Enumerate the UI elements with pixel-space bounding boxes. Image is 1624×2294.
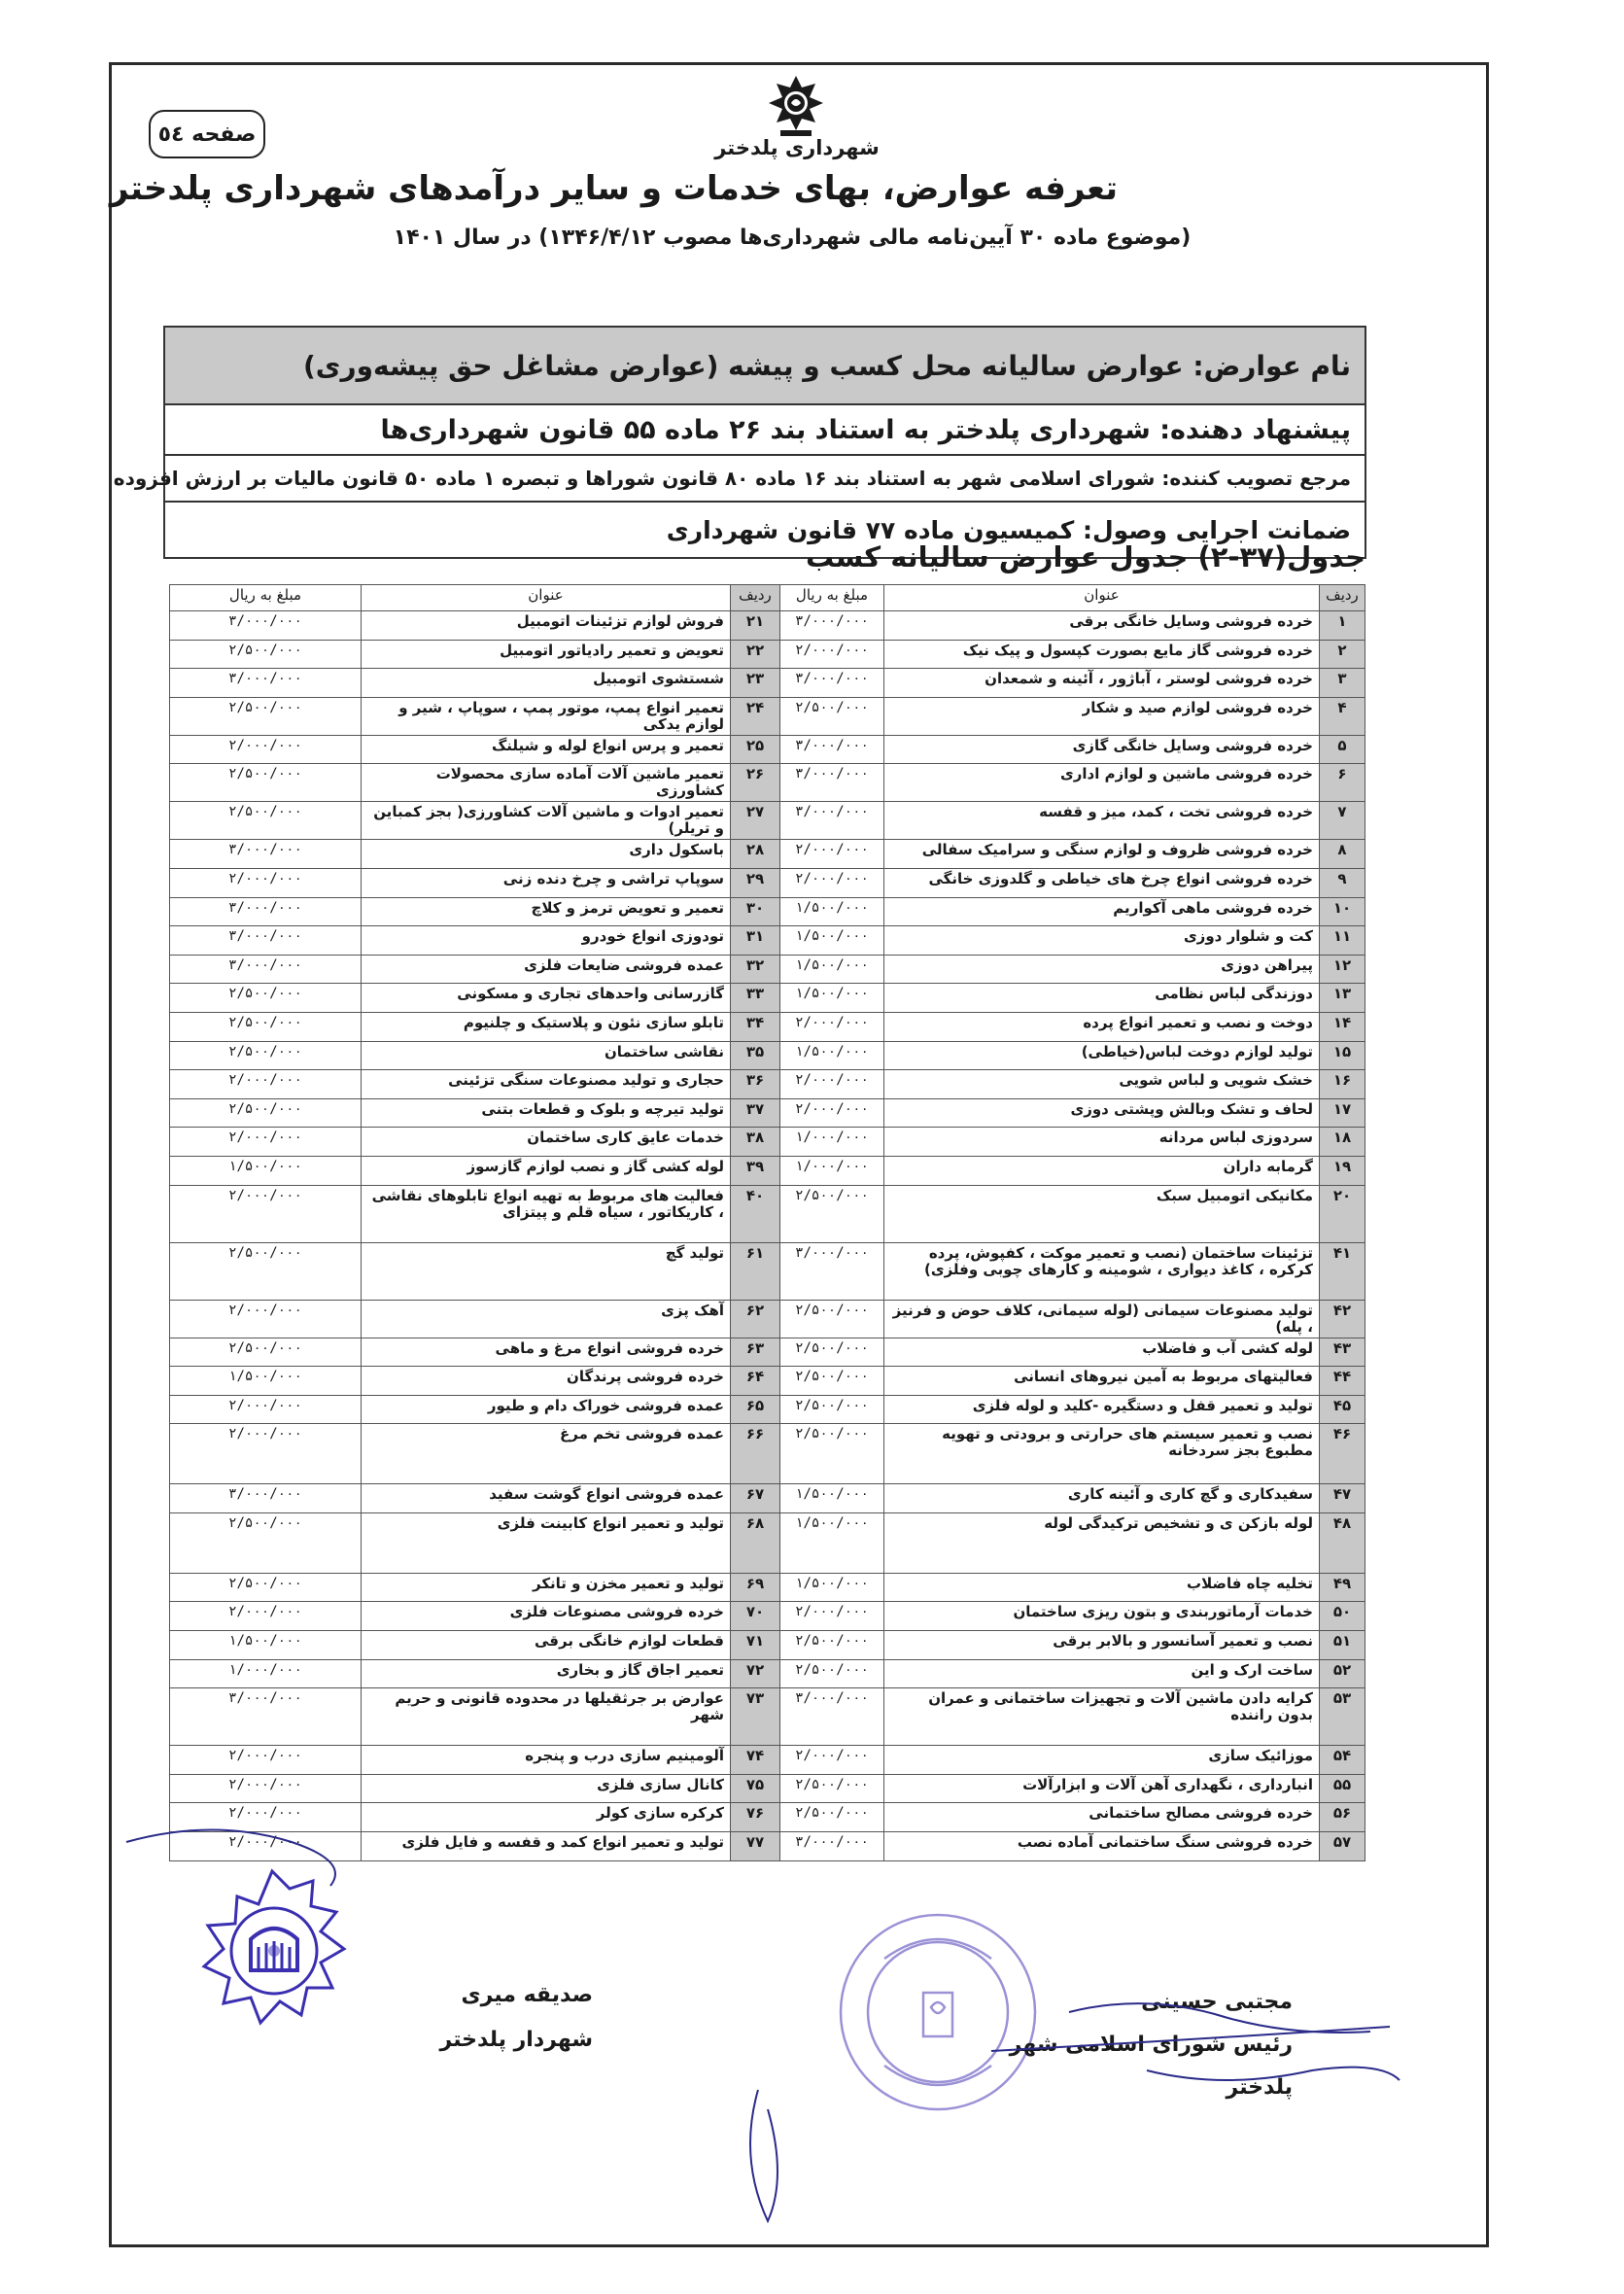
row-title: ساخت ارک و این bbox=[884, 1659, 1320, 1688]
row-amount: ۲/۵۰۰/۰۰۰ bbox=[780, 1659, 884, 1688]
row-title: تعمیر ادوات و ماشین آلات کشاورزی( بجز کمباین و تریلر) bbox=[362, 802, 731, 840]
row-title: لحاف و تشک وبالش وپشتی دوزی bbox=[884, 1098, 1320, 1128]
row-number: ۳۶ bbox=[731, 1070, 780, 1099]
row-title: خرده فروشی لوازم صید و شکار bbox=[884, 697, 1320, 735]
table-title: جدول(۳۷-۲) جدول عوارض سالیانه کسب bbox=[806, 540, 1365, 574]
table-row bbox=[170, 868, 1365, 897]
row-title: تودوزی انواع خودرو bbox=[362, 926, 731, 956]
row-number: ۷۷ bbox=[731, 1832, 780, 1861]
row-number: ۷۰ bbox=[731, 1602, 780, 1631]
row-title: تولید گچ bbox=[362, 1242, 731, 1300]
row-amount: ۲/۰۰۰/۰۰۰ bbox=[170, 1832, 362, 1861]
table-row bbox=[170, 1395, 1365, 1424]
row-number: ۲۰ bbox=[1320, 1185, 1365, 1242]
row-title: سردوزی لباس مردانه bbox=[884, 1128, 1320, 1157]
row-number: ۶۴ bbox=[731, 1367, 780, 1396]
table-row bbox=[170, 1367, 1365, 1396]
row-number: ۷۳ bbox=[731, 1688, 780, 1746]
row-number: ۲۶ bbox=[731, 764, 780, 802]
row-title: نصب و تعمیر سیستم های حرارتی و برودتی و تهویه مطبوع بجز سردخانه bbox=[884, 1424, 1320, 1484]
row-number: ۷۶ bbox=[731, 1803, 780, 1832]
row-number: ۱۹ bbox=[1320, 1156, 1365, 1185]
row-title: خرده فروشی گاز مایع بصورت کپسول و پیک نیک bbox=[884, 640, 1320, 669]
row-amount: ۱/۵۰۰/۰۰۰ bbox=[170, 1631, 362, 1660]
table-row bbox=[170, 1832, 1365, 1861]
row-title: فعالیت های مربوط به تهیه انواع تابلوهای نقاشی ، کاریکاتور ، سیاه قلم و پیتزای bbox=[362, 1185, 731, 1242]
table-row bbox=[170, 640, 1365, 669]
table-row bbox=[170, 1098, 1365, 1128]
row-title: خرده فروشی مصالح ساختمانی bbox=[884, 1803, 1320, 1832]
row-number: ۱۵ bbox=[1320, 1041, 1365, 1070]
row-number: ۲۹ bbox=[731, 868, 780, 897]
table-row bbox=[170, 735, 1365, 764]
header-amount: مبلغ به ریال bbox=[170, 585, 362, 611]
row-number: ۸ bbox=[1320, 840, 1365, 869]
table-row bbox=[170, 1424, 1365, 1484]
row-number: ۴۹ bbox=[1320, 1573, 1365, 1602]
row-number: ۶۹ bbox=[731, 1573, 780, 1602]
row-amount: ۳/۰۰۰/۰۰۰ bbox=[780, 802, 884, 840]
row-amount: ۲/۵۰۰/۰۰۰ bbox=[170, 1573, 362, 1602]
row-number: ۴۸ bbox=[1320, 1512, 1365, 1573]
org-name: شهرداری پلدختر bbox=[714, 136, 880, 159]
row-number: ۲۲ bbox=[731, 640, 780, 669]
row-title: عوارض بر جرثقیلها در محدوده قانونی و حریم شهر bbox=[362, 1688, 731, 1746]
row-amount: ۲/۰۰۰/۰۰۰ bbox=[780, 1098, 884, 1128]
row-title: تعویض و تعمیر رادیاتور اتومبیل bbox=[362, 640, 731, 669]
row-title: خرده فروشی انواع چرخ های خیاطی و گلدوزی خانگی bbox=[884, 868, 1320, 897]
row-title: سفیدکاری و گچ کاری و آئینه کاری bbox=[884, 1484, 1320, 1513]
row-title: دوزندگی لباس نظامی bbox=[884, 984, 1320, 1013]
table-row bbox=[170, 1746, 1365, 1775]
row-amount: ۱/۵۰۰/۰۰۰ bbox=[780, 1041, 884, 1070]
row-number: ۴۵ bbox=[1320, 1395, 1365, 1424]
row-number: ۴۳ bbox=[1320, 1338, 1365, 1367]
row-number: ۶۲ bbox=[731, 1300, 780, 1338]
row-number: ۵۵ bbox=[1320, 1774, 1365, 1803]
row-number: ۱۸ bbox=[1320, 1128, 1365, 1157]
row-amount: ۲/۵۰۰/۰۰۰ bbox=[170, 984, 362, 1013]
row-amount: ۲/۵۰۰/۰۰۰ bbox=[170, 1098, 362, 1128]
row-amount: ۲/۵۰۰/۰۰۰ bbox=[170, 764, 362, 802]
row-amount: ۲/۰۰۰/۰۰۰ bbox=[170, 1300, 362, 1338]
table-row bbox=[170, 1128, 1365, 1157]
fee-approver: مرجع تصویب کننده: شورای اسلامی شهر به استناد بند ۱۶ ماده ۸۰ قانون شوراها و تبصره ۱ ماده ۵۰ قانون مالیات بر ارزش افزوده bbox=[165, 456, 1365, 503]
row-number: ۶۵ bbox=[731, 1395, 780, 1424]
row-amount: ۳/۰۰۰/۰۰۰ bbox=[170, 1484, 362, 1513]
row-title: خرده فروشی سنگ ساختمانی آماده نصب bbox=[884, 1832, 1320, 1861]
fee-name: نام عوارض: عوارض سالیانه محل کسب و پیشه (عوارض مشاغل حق پیشه‌وری) bbox=[165, 328, 1365, 405]
row-amount: ۲/۵۰۰/۰۰۰ bbox=[170, 697, 362, 735]
row-amount: ۱/۵۰۰/۰۰۰ bbox=[780, 984, 884, 1013]
table-row bbox=[170, 1774, 1365, 1803]
row-amount: ۳/۰۰۰/۰۰۰ bbox=[780, 669, 884, 698]
row-title: نصب و تعمیر آسانسور و بالابر برقی bbox=[884, 1631, 1320, 1660]
header-title: عنوان bbox=[884, 585, 1320, 611]
table-row bbox=[170, 802, 1365, 840]
table-row bbox=[170, 611, 1365, 641]
page-number: صفحه ٥٤ bbox=[149, 110, 265, 158]
row-title: تولید و تعمیر مخزن و تانکر bbox=[362, 1573, 731, 1602]
row-amount: ۲/۵۰۰/۰۰۰ bbox=[780, 1774, 884, 1803]
row-title: کرکره سازی کولر bbox=[362, 1803, 731, 1832]
row-amount: ۲/۵۰۰/۰۰۰ bbox=[780, 1631, 884, 1660]
row-number: ۶۱ bbox=[731, 1242, 780, 1300]
row-title: سوپاپ تراشی و چرخ دنده زنی bbox=[362, 868, 731, 897]
row-amount: ۱/۰۰۰/۰۰۰ bbox=[170, 1659, 362, 1688]
row-amount: ۲/۵۰۰/۰۰۰ bbox=[780, 1395, 884, 1424]
row-title: کرایه دادن ماشین آلات و تجهیزات ساختمانی و عمران بدون راننده bbox=[884, 1688, 1320, 1746]
row-title: تخلیه چاه فاضلاب bbox=[884, 1573, 1320, 1602]
table-row bbox=[170, 1338, 1365, 1367]
row-title: عمده فروشی ضایعات فلزی bbox=[362, 955, 731, 984]
row-amount: ۲/۵۰۰/۰۰۰ bbox=[170, 640, 362, 669]
row-title: تعمیر انواع پمپ، موتور پمپ ، سوپاپ ، شیر و لوازم یدکی bbox=[362, 697, 731, 735]
row-amount: ۳/۰۰۰/۰۰۰ bbox=[170, 840, 362, 869]
row-title: آهک پزی bbox=[362, 1300, 731, 1338]
row-amount: ۱/۵۰۰/۰۰۰ bbox=[780, 1512, 884, 1573]
row-title: تزئینات ساختمان (نصب و تعمیر موکت ، کفپوش، پرده کرکره ، کاغذ دیواری ، شومینه و کارهای چوبی وفلزی) bbox=[884, 1242, 1320, 1300]
table-row bbox=[170, 1602, 1365, 1631]
row-amount: ۳/۰۰۰/۰۰۰ bbox=[170, 926, 362, 956]
row-amount: ۳/۰۰۰/۰۰۰ bbox=[170, 897, 362, 926]
row-amount: ۲/۰۰۰/۰۰۰ bbox=[780, 868, 884, 897]
row-amount: ۱/۵۰۰/۰۰۰ bbox=[780, 926, 884, 956]
row-amount: ۳/۰۰۰/۰۰۰ bbox=[170, 955, 362, 984]
mayor-name: صدیقه میری bbox=[461, 1983, 593, 2007]
header-row-number: ردیف bbox=[1320, 585, 1365, 611]
table-row bbox=[170, 897, 1365, 926]
row-number: ۷۴ bbox=[731, 1746, 780, 1775]
table-row bbox=[170, 955, 1365, 984]
row-number: ۳۹ bbox=[731, 1156, 780, 1185]
table-row bbox=[170, 984, 1365, 1013]
row-number: ۱۶ bbox=[1320, 1070, 1365, 1099]
row-number: ۱۱ bbox=[1320, 926, 1365, 956]
row-number: ۳۳ bbox=[731, 984, 780, 1013]
row-title: خدمات عایق کاری ساختمان bbox=[362, 1128, 731, 1157]
row-title: کانال سازی فلزی bbox=[362, 1774, 731, 1803]
row-title: خشک شویی و لباس شویی bbox=[884, 1070, 1320, 1099]
table-row bbox=[170, 1803, 1365, 1832]
fee-guarantee: ضمانت اجرایی وصول: کمیسیون ماده ۷۷ قانون شهرداری bbox=[666, 515, 1351, 544]
row-title: پیراهن دوزی bbox=[884, 955, 1320, 984]
row-number: ۷۱ bbox=[731, 1631, 780, 1660]
row-amount: ۲/۰۰۰/۰۰۰ bbox=[170, 735, 362, 764]
row-number: ۴۱ bbox=[1320, 1242, 1365, 1300]
row-title: عمده فروشی انواع گوشت سفید bbox=[362, 1484, 731, 1513]
row-number: ۵۶ bbox=[1320, 1803, 1365, 1832]
row-title: تعمیر ماشین آلات آماده سازی محصولات کشاورزی bbox=[362, 764, 731, 802]
row-number: ۱۴ bbox=[1320, 1012, 1365, 1041]
document-title: تعرفه عوارض، بهای خدمات و سایر درآمدهای شهرداری پلدختر bbox=[109, 169, 1118, 208]
row-amount: ۲/۵۰۰/۰۰۰ bbox=[170, 1512, 362, 1573]
tariff-table bbox=[169, 584, 1365, 1861]
row-title: باسکول داری bbox=[362, 840, 731, 869]
table-row bbox=[170, 1484, 1365, 1513]
row-amount: ۳/۰۰۰/۰۰۰ bbox=[780, 611, 884, 641]
row-number: ۶۸ bbox=[731, 1512, 780, 1573]
row-title: تعمیر و پرس انواع لوله و شیلنگ bbox=[362, 735, 731, 764]
row-amount: ۲/۰۰۰/۰۰۰ bbox=[170, 1395, 362, 1424]
row-number: ۵۳ bbox=[1320, 1688, 1365, 1746]
row-amount: ۲/۵۰۰/۰۰۰ bbox=[170, 1012, 362, 1041]
row-amount: ۲/۰۰۰/۰۰۰ bbox=[170, 1070, 362, 1099]
council-head-role: رئیس شورای اسلامی شهر پلدختر bbox=[1009, 2033, 1293, 2100]
table-row bbox=[170, 1300, 1365, 1338]
row-number: ۳۰ bbox=[731, 897, 780, 926]
row-number: ۴۴ bbox=[1320, 1367, 1365, 1396]
row-title: تولید مصنوعات سیمانی (لوله سیمانی، کلاف حوض و فرنیز ، پله) bbox=[884, 1300, 1320, 1338]
table-row bbox=[170, 1688, 1365, 1746]
row-amount: ۳/۰۰۰/۰۰۰ bbox=[780, 764, 884, 802]
row-title: لوله کشی آب و فاضلاب bbox=[884, 1338, 1320, 1367]
row-amount: ۲/۰۰۰/۰۰۰ bbox=[780, 1070, 884, 1099]
row-number: ۶۶ bbox=[731, 1424, 780, 1484]
table-row bbox=[170, 840, 1365, 869]
row-number: ۱۲ bbox=[1320, 955, 1365, 984]
row-number: ۲۵ bbox=[731, 735, 780, 764]
row-title: تولید تیرچه و بلوک و قطعات بتنی bbox=[362, 1098, 731, 1128]
row-amount: ۲/۰۰۰/۰۰۰ bbox=[170, 1602, 362, 1631]
table-row bbox=[170, 1185, 1365, 1242]
row-amount: ۲/۵۰۰/۰۰۰ bbox=[780, 1300, 884, 1338]
row-number: ۷۵ bbox=[731, 1774, 780, 1803]
table-row bbox=[170, 1156, 1365, 1185]
table-row bbox=[170, 1012, 1365, 1041]
row-number: ۳۱ bbox=[731, 926, 780, 956]
row-title: دوخت و نصب و تعمیر انواع پرده bbox=[884, 1012, 1320, 1041]
row-number: ۱۳ bbox=[1320, 984, 1365, 1013]
row-amount: ۱/۰۰۰/۰۰۰ bbox=[780, 1128, 884, 1157]
row-amount: ۲/۵۰۰/۰۰۰ bbox=[170, 802, 362, 840]
council-head-name: مجتبی حسینی bbox=[1141, 1990, 1293, 2014]
row-title: تابلو سازی نئون و پلاستیک و چلنیوم bbox=[362, 1012, 731, 1041]
row-title: خرده فروشی ماشین و لوازم اداری bbox=[884, 764, 1320, 802]
row-amount: ۳/۰۰۰/۰۰۰ bbox=[170, 1688, 362, 1746]
row-number: ۷۲ bbox=[731, 1659, 780, 1688]
row-title: خرده فروشی وسایل خانگی گازی bbox=[884, 735, 1320, 764]
row-amount: ۲/۰۰۰/۰۰۰ bbox=[780, 1602, 884, 1631]
table-row bbox=[170, 764, 1365, 802]
row-number: ۳۸ bbox=[731, 1128, 780, 1157]
row-amount: ۲/۰۰۰/۰۰۰ bbox=[170, 1746, 362, 1775]
row-amount: ۲/۵۰۰/۰۰۰ bbox=[780, 1185, 884, 1242]
row-title: خرده فروشی وسایل خانگی برقی bbox=[884, 611, 1320, 641]
table-row bbox=[170, 1659, 1365, 1688]
row-number: ۹ bbox=[1320, 868, 1365, 897]
fee-info-box bbox=[113, 326, 1366, 559]
row-number: ۱ bbox=[1320, 611, 1365, 641]
row-title: نقاشی ساختمان bbox=[362, 1041, 731, 1070]
row-number: ۱۷ bbox=[1320, 1098, 1365, 1128]
row-number: ۵۰ bbox=[1320, 1602, 1365, 1631]
row-title: قطعات لوازم خانگی برقی bbox=[362, 1631, 731, 1660]
row-title: خرده فروشی انواع مرغ و ماهی bbox=[362, 1338, 731, 1367]
row-title: تولید و تعمیر انواع کابینت فلزی bbox=[362, 1512, 731, 1573]
row-amount: ۲/۰۰۰/۰۰۰ bbox=[170, 1774, 362, 1803]
mayor-signature-block bbox=[369, 1973, 593, 2063]
row-title: حجاری و تولید مصنوعات سنگی تزئینی bbox=[362, 1070, 731, 1099]
row-amount: ۲/۰۰۰/۰۰۰ bbox=[780, 1012, 884, 1041]
row-title: عمده فروشی خوراک دام و طیور bbox=[362, 1395, 731, 1424]
row-amount: ۳/۰۰۰/۰۰۰ bbox=[170, 611, 362, 641]
mayor-role: شهردار پلدختر bbox=[439, 2028, 593, 2052]
row-number: ۵۲ bbox=[1320, 1659, 1365, 1688]
row-amount: ۲/۵۰۰/۰۰۰ bbox=[780, 1367, 884, 1396]
row-title: فروش لوازم تزئینات اتومبیل bbox=[362, 611, 731, 641]
row-amount: ۲/۰۰۰/۰۰۰ bbox=[170, 1803, 362, 1832]
row-number: ۵ bbox=[1320, 735, 1365, 764]
row-number: ۵۷ bbox=[1320, 1832, 1365, 1861]
row-number: ۳۲ bbox=[731, 955, 780, 984]
row-title: گرمابه داران bbox=[884, 1156, 1320, 1185]
header-amount: مبلغ به ریال bbox=[780, 585, 884, 611]
row-number: ۴ bbox=[1320, 697, 1365, 735]
row-title: انبارداری ، نگهداری آهن آلات و ابزارآلات bbox=[884, 1774, 1320, 1803]
table-row bbox=[170, 1512, 1365, 1573]
row-number: ۳۵ bbox=[731, 1041, 780, 1070]
row-title: تولید و تعمیر انواع کمد و قفسه و فایل فلزی bbox=[362, 1832, 731, 1861]
row-title: خدمات آرماتوربندی و بتون ریزی ساختمان bbox=[884, 1602, 1320, 1631]
row-number: ۲۳ bbox=[731, 669, 780, 698]
table-row bbox=[170, 697, 1365, 735]
row-amount: ۲/۵۰۰/۰۰۰ bbox=[780, 1338, 884, 1367]
row-title: تولید لوازم دوخت لباس(خیاطی) bbox=[884, 1041, 1320, 1070]
row-number: ۴۲ bbox=[1320, 1300, 1365, 1338]
row-amount: ۲/۵۰۰/۰۰۰ bbox=[170, 1338, 362, 1367]
row-amount: ۲/۰۰۰/۰۰۰ bbox=[170, 1424, 362, 1484]
row-amount: ۳/۰۰۰/۰۰۰ bbox=[170, 669, 362, 698]
table-row bbox=[170, 1573, 1365, 1602]
row-amount: ۱/۵۰۰/۰۰۰ bbox=[780, 1573, 884, 1602]
row-title: لوله بازکن ی و تشخیص ترکیدگی لوله bbox=[884, 1512, 1320, 1573]
row-amount: ۱/۵۰۰/۰۰۰ bbox=[170, 1156, 362, 1185]
council-signature-block bbox=[972, 1981, 1293, 2109]
row-number: ۳۴ bbox=[731, 1012, 780, 1041]
row-title: خرده فروشی پرندگان bbox=[362, 1367, 731, 1396]
row-number: ۶ bbox=[1320, 764, 1365, 802]
row-title: خرده فروشی مصنوعات فلزی bbox=[362, 1602, 731, 1631]
municipality-seal-stamp bbox=[165, 1861, 389, 2056]
table-row bbox=[170, 1631, 1365, 1660]
table-row bbox=[170, 669, 1365, 698]
row-amount: ۲/۰۰۰/۰۰۰ bbox=[170, 868, 362, 897]
row-title: موزائیک سازی bbox=[884, 1746, 1320, 1775]
row-number: ۲۷ bbox=[731, 802, 780, 840]
row-number: ۶۷ bbox=[731, 1484, 780, 1513]
fee-proposer: پیشنهاد دهنده: شهرداری پلدختر به استناد بند ۲۶ ماده ۵۵ قانون شهرداری‌ها bbox=[165, 405, 1365, 456]
row-number: ۴۶ bbox=[1320, 1424, 1365, 1484]
table-row bbox=[170, 926, 1365, 956]
table-header-row bbox=[170, 585, 1365, 611]
row-amount: ۱/۵۰۰/۰۰۰ bbox=[780, 955, 884, 984]
document-subtitle: (موضوع ماده ۳۰ آیین‌نامه مالی شهرداری‌ها مصوب ۱۳۴۶/۴/۱۲) در سال ۱۴۰۱ bbox=[393, 226, 1192, 250]
row-number: ۵۱ bbox=[1320, 1631, 1365, 1660]
table-row bbox=[170, 1242, 1365, 1300]
row-amount: ۲/۵۰۰/۰۰۰ bbox=[780, 1803, 884, 1832]
row-amount: ۲/۰۰۰/۰۰۰ bbox=[780, 1746, 884, 1775]
row-amount: ۱/۰۰۰/۰۰۰ bbox=[780, 1156, 884, 1185]
row-number: ۴۷ bbox=[1320, 1484, 1365, 1513]
row-title: مکانیکی اتومبیل سبک bbox=[884, 1185, 1320, 1242]
row-title: کت و شلوار دوزی bbox=[884, 926, 1320, 956]
row-amount: ۳/۰۰۰/۰۰۰ bbox=[780, 735, 884, 764]
row-number: ۲۱ bbox=[731, 611, 780, 641]
table-row bbox=[170, 1041, 1365, 1070]
row-number: ۶۳ bbox=[731, 1338, 780, 1367]
row-title: خرده فروشی ظروف و لوازم سنگی و سرامیک سفالی bbox=[884, 840, 1320, 869]
row-amount: ۲/۰۰۰/۰۰۰ bbox=[170, 1128, 362, 1157]
row-amount: ۳/۰۰۰/۰۰۰ bbox=[780, 1688, 884, 1746]
row-title: خرده فروشی تخت ، کمد، میز و قفسه bbox=[884, 802, 1320, 840]
row-title: تعمیر اجاق گاز و بخاری bbox=[362, 1659, 731, 1688]
row-amount: ۱/۵۰۰/۰۰۰ bbox=[780, 897, 884, 926]
row-number: ۲۸ bbox=[731, 840, 780, 869]
row-number: ۷ bbox=[1320, 802, 1365, 840]
row-title: خرده فروشی ماهی آکواریم bbox=[884, 897, 1320, 926]
row-amount: ۲/۵۰۰/۰۰۰ bbox=[780, 697, 884, 735]
row-title: فعالیتهای مربوط به آمین نیروهای انسانی bbox=[884, 1367, 1320, 1396]
row-title: تعمیر و تعویض ترمز و کلاچ bbox=[362, 897, 731, 926]
row-amount: ۱/۵۰۰/۰۰۰ bbox=[170, 1367, 362, 1396]
row-amount: ۲/۰۰۰/۰۰۰ bbox=[780, 840, 884, 869]
row-title: لوله کشی گاز و نصب لوازم گازسوز bbox=[362, 1156, 731, 1185]
row-amount: ۳/۰۰۰/۰۰۰ bbox=[780, 1832, 884, 1861]
row-title: شستشوی اتومبیل bbox=[362, 669, 731, 698]
row-title: عمده فروشی تخم مرغ bbox=[362, 1424, 731, 1484]
row-title: گازرسانی واحدهای تجاری و مسکونی bbox=[362, 984, 731, 1013]
row-number: ۲۴ bbox=[731, 697, 780, 735]
row-amount: ۲/۵۰۰/۰۰۰ bbox=[170, 1041, 362, 1070]
row-number: ۱۰ bbox=[1320, 897, 1365, 926]
row-number: ۳۷ bbox=[731, 1098, 780, 1128]
row-title: آلومینیم سازی درب و پنجره bbox=[362, 1746, 731, 1775]
municipality-logo-icon bbox=[767, 74, 825, 138]
row-amount: ۲/۵۰۰/۰۰۰ bbox=[170, 1242, 362, 1300]
row-number: ۵۴ bbox=[1320, 1746, 1365, 1775]
row-number: ۴۰ bbox=[731, 1185, 780, 1242]
row-number: ۲ bbox=[1320, 640, 1365, 669]
header-title: عنوان bbox=[362, 585, 731, 611]
table-row bbox=[170, 1070, 1365, 1099]
row-amount: ۲/۰۰۰/۰۰۰ bbox=[780, 640, 884, 669]
row-amount: ۲/۵۰۰/۰۰۰ bbox=[780, 1424, 884, 1484]
header-row-number: ردیف bbox=[731, 585, 780, 611]
row-amount: ۳/۰۰۰/۰۰۰ bbox=[780, 1242, 884, 1300]
row-number: ۳ bbox=[1320, 669, 1365, 698]
row-title: خرده فروشی لوستر ، آباژور ، آئینه و شمعدان bbox=[884, 669, 1320, 698]
row-title: تولید و تعمیر قفل و دستگیره -کلید و لوله فلزی bbox=[884, 1395, 1320, 1424]
row-amount: ۲/۰۰۰/۰۰۰ bbox=[170, 1185, 362, 1242]
row-amount: ۱/۵۰۰/۰۰۰ bbox=[780, 1484, 884, 1513]
